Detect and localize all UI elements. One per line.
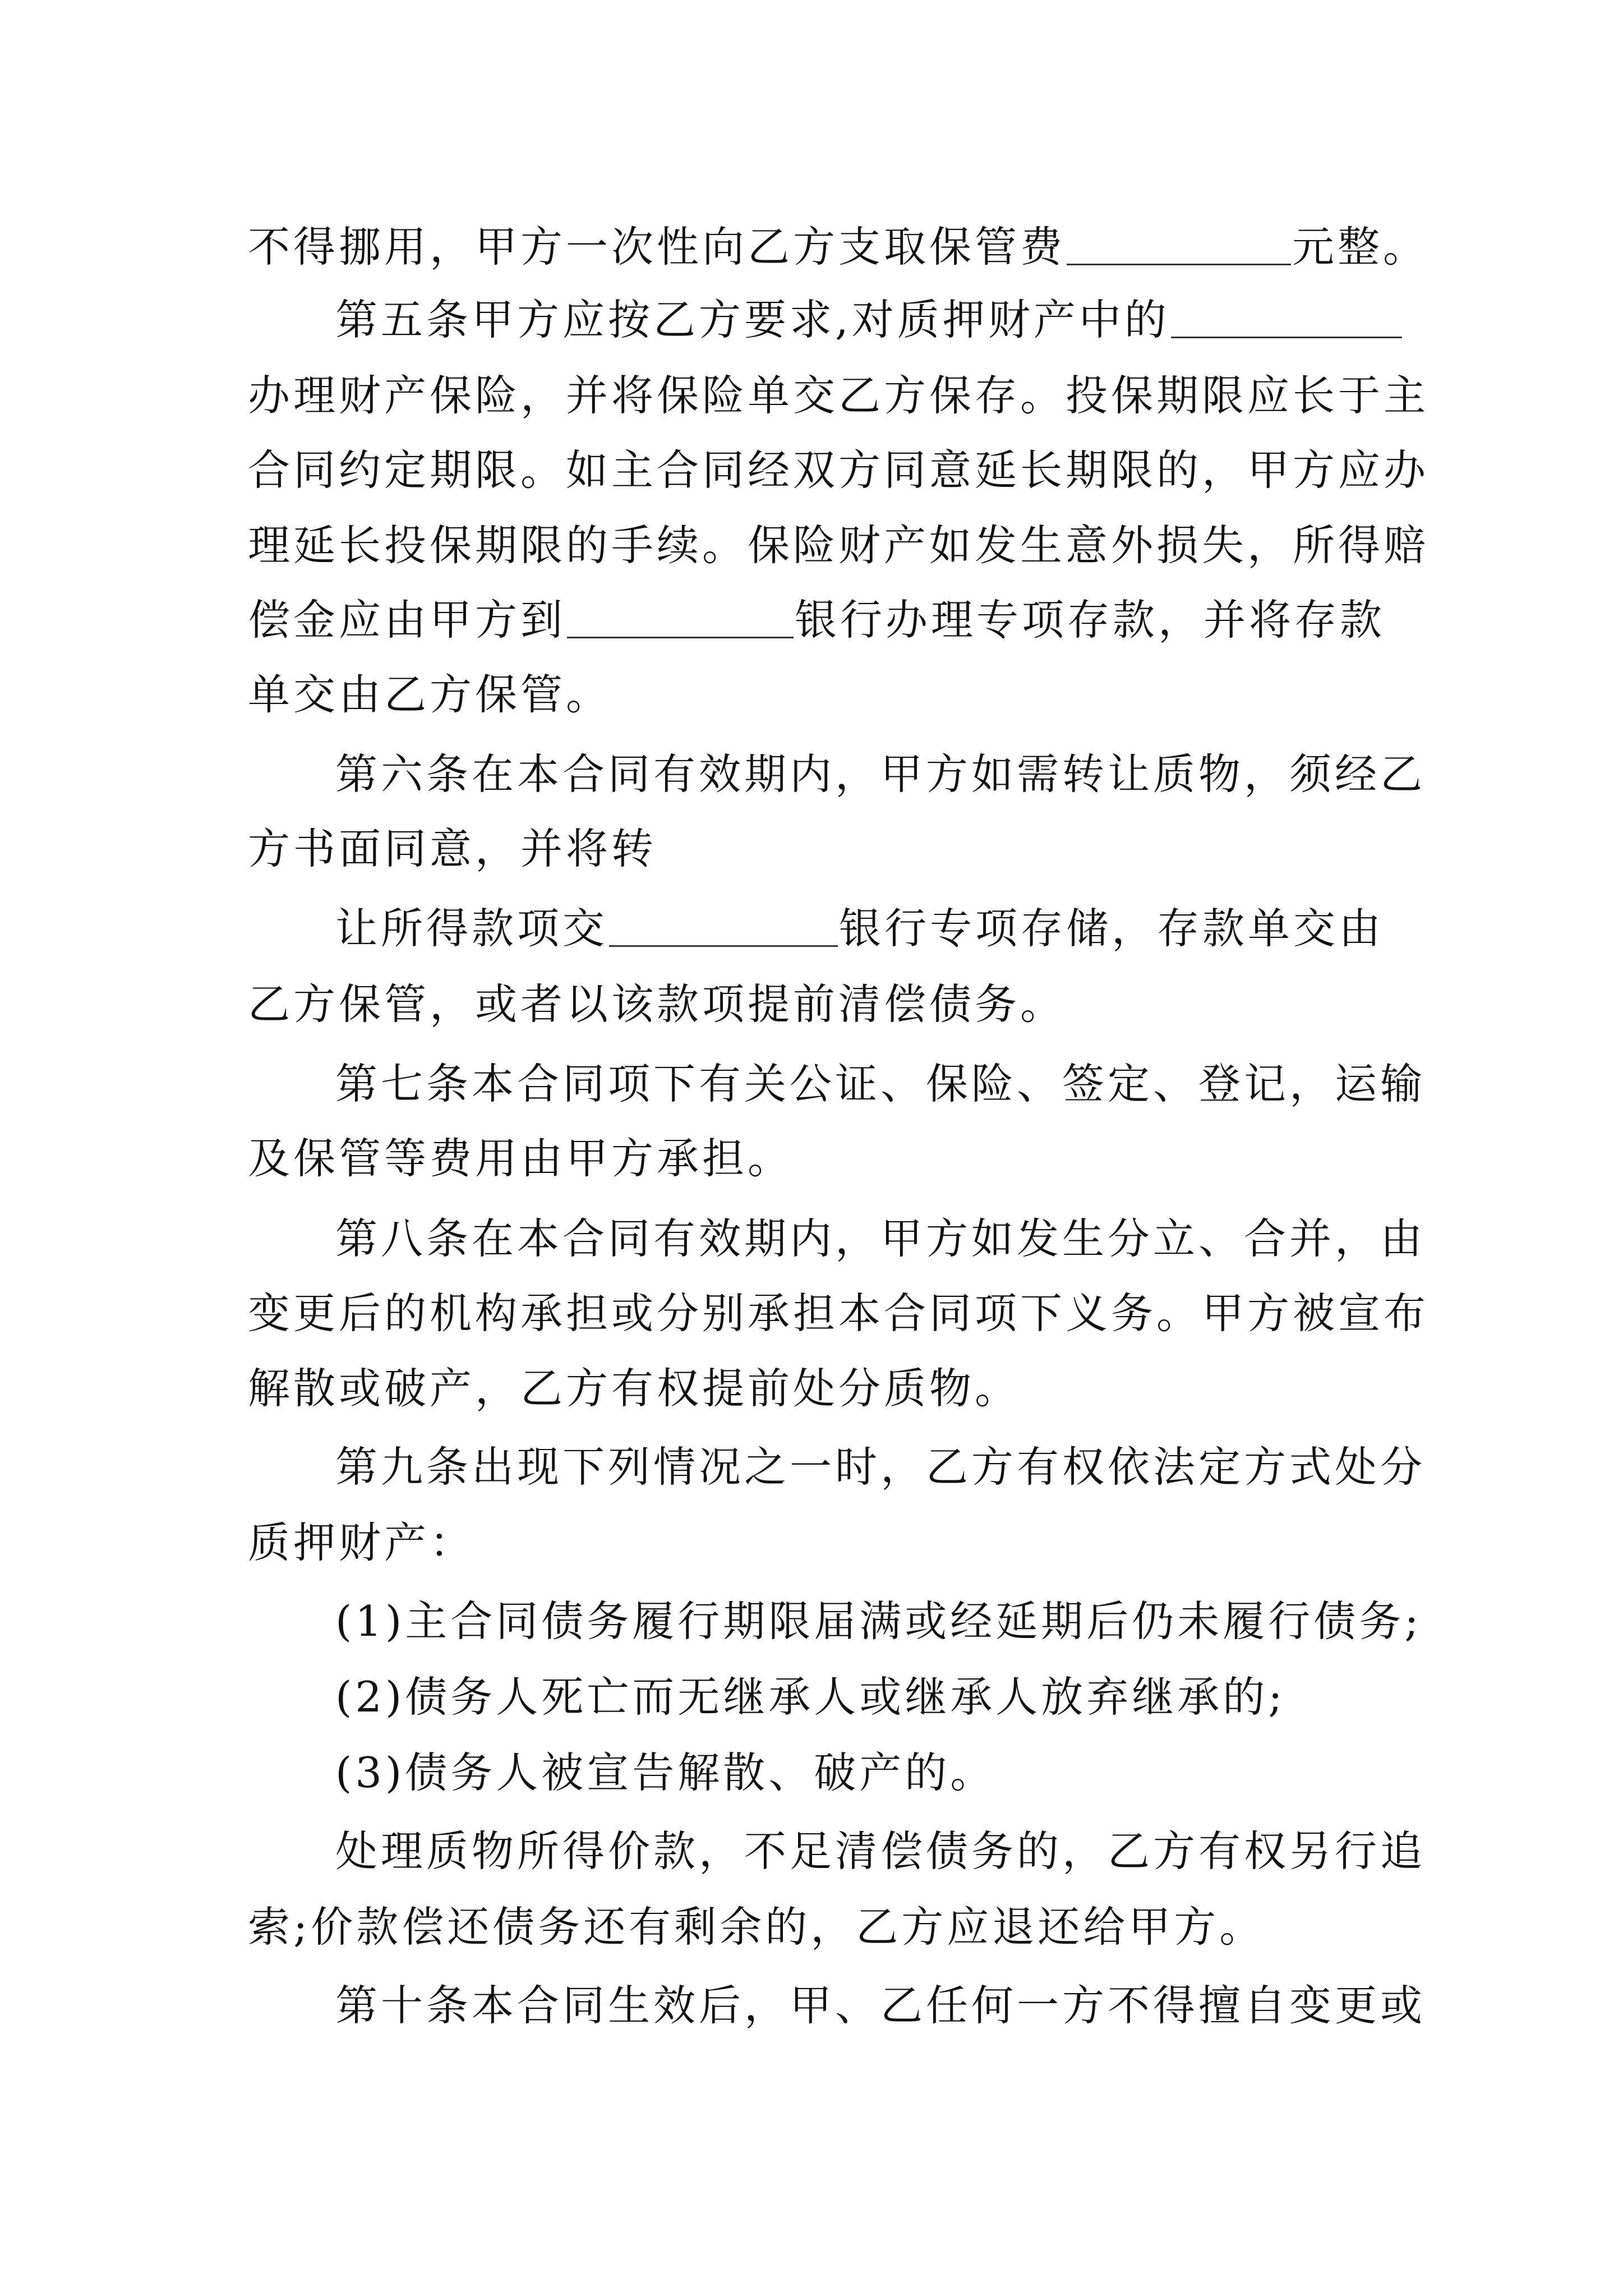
text-line [248,1130,793,1186]
text-line [248,592,1385,648]
text-line [335,1211,1426,1267]
text-segment: 偿金应由甲方到 [248,595,566,645]
text-segment: 第八条在本合同有效期内，甲方如发生分立、合并，由 [335,1214,1426,1263]
text-segment: 第五条甲方应按乙方要求,对质押财产中的 [335,295,1170,344]
fill-in-blank [1067,219,1291,265]
text-segment: 让所得款项交 [335,904,608,953]
text-segment: 变更后的机构承担或分别承担本合同项下义务。甲方被宣布 [248,1289,1430,1338]
text-segment: 银行专项存储，存款单交由 [839,904,1385,953]
text-line [335,1669,1286,1725]
text-line [248,442,1429,498]
text-segment: 解散或破产，乙方有权提前处分质物。 [248,1364,1021,1413]
text-segment: (2)债务人死亡而无继承人或继承人放弃继承的; [335,1672,1286,1722]
text-line [248,219,1428,275]
text-line [335,1056,1426,1112]
text-segment: 第十条本合同生效后，甲、乙任何一方不得擅自变更或 [335,1981,1426,2030]
text-line [248,1285,1429,1341]
text-line [248,821,657,877]
text-line [335,746,1426,802]
text-segment: (3)债务人被宣告解散、破产的。 [335,1748,996,1797]
text-segment: 合同约定期限。如主合同经双方同意延长期限的，甲方应办 [248,445,1430,495]
fill-in-blank [567,592,794,638]
text-line [335,1439,1426,1495]
text-line [335,900,1384,956]
text-segment: 方书面同意，并将转 [248,824,657,873]
text-line [335,1593,1422,1649]
text-segment: 及保管等费用由甲方承担。 [248,1134,794,1183]
text-segment: 办理财产保险，并将保险单交乙方保存。投保期限应长于主 [248,371,1430,420]
text-segment: 第九条出现下列情况之一时，乙方有权依法定方式处分 [335,1442,1426,1492]
text-line [248,367,1429,424]
fill-in-blank [1171,292,1402,338]
text-segment: 第七条本合同项下有关公证、保险、签定、登记，运输 [335,1059,1426,1108]
text-line [248,517,1429,573]
text-line [335,292,1403,348]
text-segment: 理延长投保期限的手续。保险财产如发生意外损失，所得赔 [248,521,1430,570]
text-line [248,976,1066,1032]
fill-in-blank [609,900,838,947]
text-line [248,666,611,723]
text-segment: (1)主合同债务履行期限届满或经延期后仍未履行债务; [335,1596,1422,1646]
text-segment: 不得挪用，甲方一次性向乙方支取保管费 [248,222,1066,272]
text-line [335,1745,995,1801]
text-segment: 质押财产： [248,1518,476,1567]
text-segment: 第六条在本合同有效期内，甲方如需转让质物，须经乙 [335,749,1426,799]
text-line [248,1515,475,1571]
text-line [248,1899,1265,1955]
text-segment: 索;价款偿还债务还有剩余的，乙方应退还给甲方。 [248,1902,1265,1952]
text-line [335,1977,1426,2033]
text-line [248,1360,1020,1416]
text-segment: 银行办理专项存款，并将存款 [795,595,1386,645]
text-segment: 单交由乙方保管。 [248,670,612,719]
text-segment: 元整。 [1292,222,1429,272]
text-segment: 处理质物所得价款，不足清偿债务的，乙方有权另行追 [335,1826,1426,1876]
text-segment: 乙方保管，或者以该款项提前清偿债务。 [248,979,1066,1029]
text-line [335,1823,1426,1879]
